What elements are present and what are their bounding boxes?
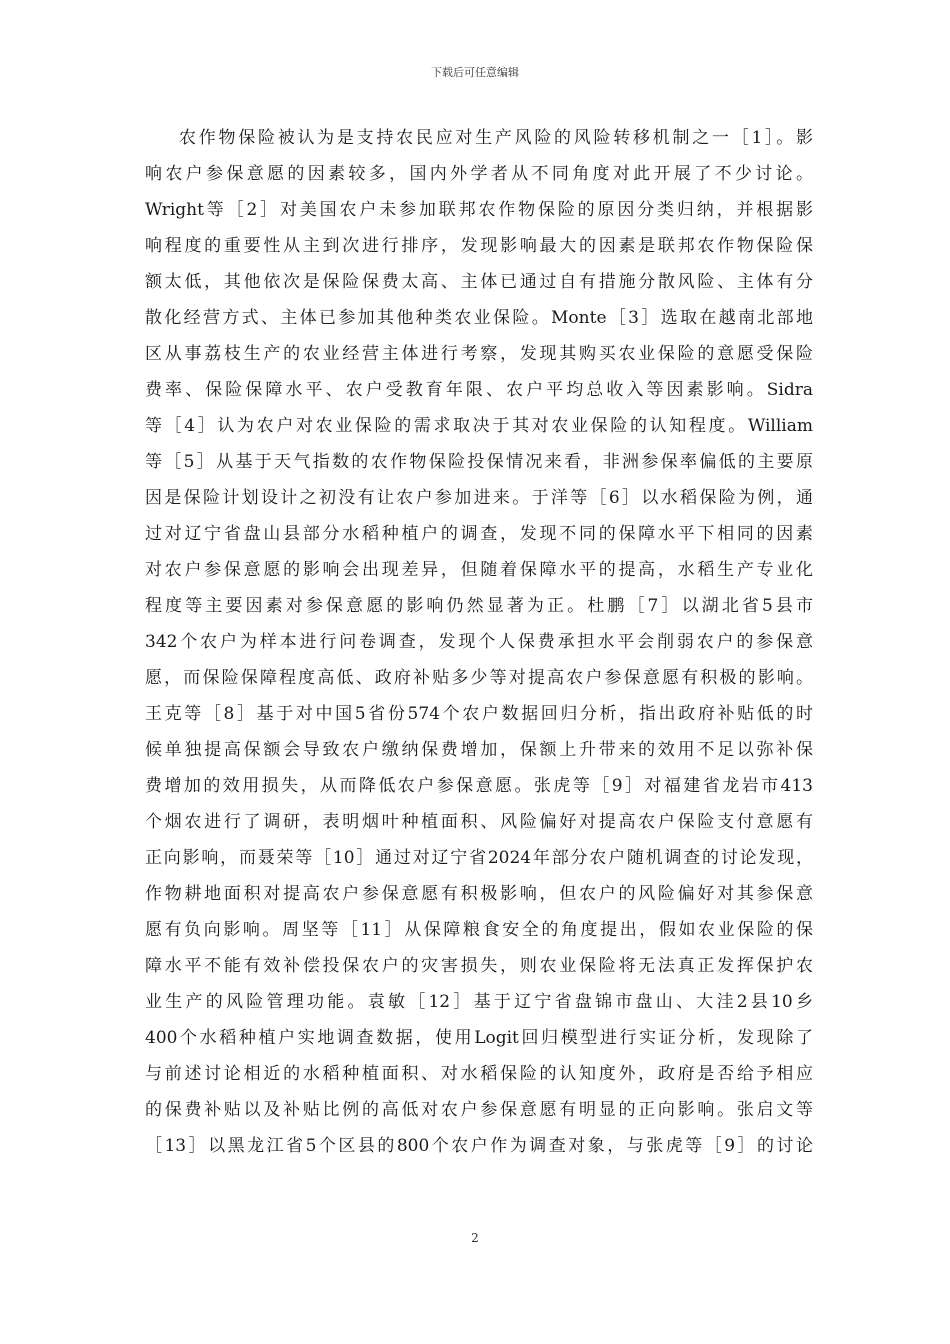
text-line: 费率、保险保障水平、农户受教育年限、农户平均总收入等因素影响。Sidra [145, 380, 813, 400]
text-line: 对农户参保意愿的影响会出现差异，但随着保障水平的提高，水稻生产专业化 [145, 560, 813, 580]
text-line: 的保费补贴以及补贴比例的高低对农户参保意愿有明显的正向影响。张启文等 [145, 1100, 813, 1120]
text-line: Wright等［2］对美国农户未参加联邦农作物保险的原因分类归纳，并根据影 [145, 200, 813, 220]
text-line: 业生产的风险管理功能。袁敏［12］基于辽宁省盘锦市盘山、大洼2县10乡 [145, 992, 813, 1012]
text-line: 等［5］从基于天气指数的农作物保险投保情况来看，非洲参保率偏低的主要原 [145, 452, 813, 472]
page-header: 下载后可任意编辑 [431, 66, 519, 79]
text-line: 个烟农进行了调研，表明烟叶种植面积、风险偏好对提高农户保险支付意愿有 [145, 812, 813, 832]
text-line: 农作物保险被认为是支持农民应对生产风险的风险转移机制之一［1］。影 [179, 128, 813, 148]
text-line: 正向影响，而聂荣等［10］通过对辽宁省2024年部分农户随机调查的讨论发现， [145, 848, 813, 868]
text-line: 障水平不能有效补偿投保农户的灾害损失，则农业保险将无法真正发挥保护农 [145, 956, 813, 976]
text-line: 王克等［8］基于对中国5省份574个农户数据回归分析，指出政府补贴低的时 [145, 704, 813, 724]
text-line: 费增加的效用损失，从而降低农户参保意愿。张虎等［9］对福建省龙岩市413 [145, 776, 813, 796]
text-line: 响程度的重要性从主到次进行排序，发现影响最大的因素是联邦农作物保险保 [145, 236, 813, 256]
text-line: 候单独提高保额会导致农户缴纳保费增加，保额上升带来的效用不足以弥补保 [145, 740, 813, 760]
text-line: 区从事荔枝生产的农业经营主体进行考察，发现其购买农业保险的意愿受保险 [145, 344, 813, 364]
text-line: 响农户参保意愿的因素较多，国内外学者从不同角度对此开展了不少讨论。 [145, 164, 813, 184]
text-line: 因是保险计划设计之初没有让农户参加进来。于洋等［6］以水稻保险为例，通 [145, 488, 813, 508]
text-line: 愿，而保险保障程度高低、政府补贴多少等对提高农户参保意愿有积极的影响。 [145, 668, 813, 688]
text-line: 342个农户为样本进行问卷调查，发现个人保费承担水平会削弱农户的参保意 [145, 632, 813, 652]
text-line: 散化经营方式、主体已参加其他种类农业保险。Monte［3］选取在越南北部地 [145, 308, 813, 328]
text-line: 等［4］认为农户对农业保险的需求取决于其对农业保险的认知程度。William [145, 416, 813, 436]
body-text [145, 120, 813, 1164]
text-line: 过对辽宁省盘山县部分水稻种植户的调查，发现不同的保障水平下相同的因素 [145, 524, 813, 544]
text-line: ［13］以黑龙江省5个区县的800个农户作为调查对象，与张虎等［9］的讨论 [145, 1136, 813, 1156]
text-line: 额太低，其他依次是保险保费太高、主体已通过自有措施分散风险、主体有分 [145, 272, 813, 292]
text-line: 400个水稻种植户实地调查数据，使用Logit回归模型进行实证分析，发现除了 [145, 1028, 813, 1048]
text-line: 程度等主要因素对参保意愿的影响仍然显著为正。杜鹏［7］以湖北省5县市 [145, 596, 813, 616]
text-line: 与前述讨论相近的水稻种植面积、对水稻保险的认知度外，政府是否给予相应 [145, 1064, 813, 1084]
text-line: 愿有负向影响。周坚等［11］从保障粮食安全的角度提出，假如农业保险的保 [145, 920, 813, 940]
page-number: 2 [471, 1231, 479, 1245]
text-line: 作物耕地面积对提高农户参保意愿有积极影响，但农户的风险偏好对其参保意 [145, 884, 813, 904]
